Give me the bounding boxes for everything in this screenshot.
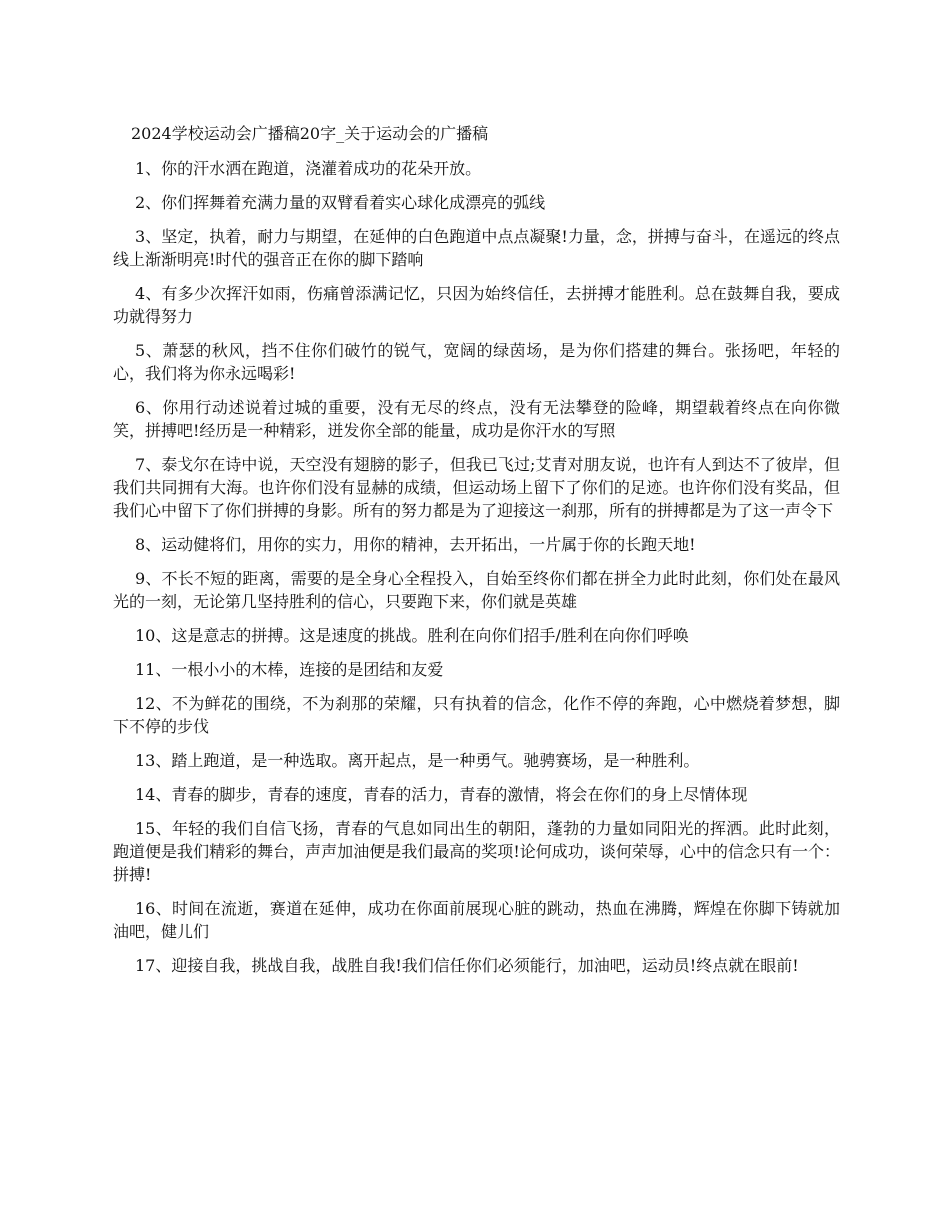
paragraph-5: 5、萧瑟的秋风，挡不住你们破竹的锐气，宽阔的绿茵场，是为你们搭建的舞台。张扬吧，年轻的心，我们将为你永远喝彩! (113, 341, 840, 383)
document-title: 2024学校运动会广播稿20字_关于运动会的广播稿 (131, 124, 489, 143)
paragraph-6: 6、你用行动述说着过城的重要，没有无尽的终点，没有无法攀登的险峰，期望载着终点在向你微笑，拼搏吧!经历是一种精彩，迸发你全部的能量，成功是你汗水的写照 (113, 398, 840, 440)
paragraph-list (113, 157, 840, 977)
paragraph-10: 10、这是意志的拼搏。这是速度的挑战。胜利在向你们招手/胜利在向你们呼唤 (135, 626, 689, 645)
document-body (113, 122, 840, 988)
paragraph-3: 3、坚定，执着，耐力与期望，在延伸的白色跑道中点点凝聚!力量，念，拼搏与奋斗，在遥远的终点线上渐渐明亮!时代的强音正在你的脚下踏响 (113, 227, 840, 269)
paragraph-4: 4、有多少次挥汗如雨，伤痛曾添满记忆，只因为始终信任，去拼搏才能胜利。总在鼓舞自我，要成功就得努力 (113, 284, 840, 326)
paragraph-1: 1、你的汗水洒在跑道，浇灌着成功的花朵开放。 (135, 159, 482, 178)
paragraph-15: 15、年轻的我们自信飞扬，青春的气息如同出生的朝阳，蓬勃的力量如同阳光的挥洒。此时此刻，跑道便是我们精彩的舞台，声声加油便是我们最高的奖项!论何成功，谈何荣辱，心中的信念只有一个：拼搏! (113, 819, 840, 884)
paragraph-9: 9、不长不短的距离，需要的是全身心全程投入，自始至终你们都在拼全力此时此刻，你们处在最风光的一刻，无论第几坚持胜利的信心，只要跑下来，你们就是英雄 (113, 569, 840, 611)
paragraph-11: 11、一根小小的木棒，连接的是团结和友爱 (135, 660, 444, 679)
paragraph-12: 12、不为鲜花的围绕，不为刹那的荣耀，只有执着的信念，化作不停的奔跑，心中燃烧着梦想，脚下不停的步伐 (113, 694, 840, 736)
paragraph-14: 14、青春的脚步，青春的速度，青春的活力，青春的激情，将会在你们的身上尽情体现 (135, 785, 748, 804)
paragraph-16: 16、时间在流逝，赛道在延伸，成功在你面前展现心脏的跳动，热血在沸腾，辉煌在你脚下铸就加油吧，健儿们 (113, 899, 840, 941)
paragraph-7: 7、泰戈尔在诗中说，天空没有翅膀的影子，但我已飞过;艾青对朋友说，也许有人到达不了彼岸，但我们共同拥有大海。也许你们没有显赫的成绩，但运动场上留下了你们的足迹。也许你们没有奖品，但我们心中留下了你们拼搏的身影。所有的努力都是为了迎接这一刹那，所有的拼搏都是为了这一声令下 (113, 455, 840, 520)
paragraph-13: 13、踏上跑道，是一种选取。离开起点，是一种勇气。驰骋赛场，是一种胜利。 (135, 751, 700, 770)
paragraph-2: 2、你们挥舞着充满力量的双臂看着实心球化成漂亮的弧线 (135, 193, 546, 212)
paragraph-8: 8、运动健将们，用你的实力，用你的精神，去开拓出，一片属于你的长跑天地! (135, 535, 696, 554)
paragraph-17: 17、迎接自我，挑战自我，战胜自我!我们信任你们必须能行，加油吧，运动员!终点就在眼前! (135, 956, 799, 975)
